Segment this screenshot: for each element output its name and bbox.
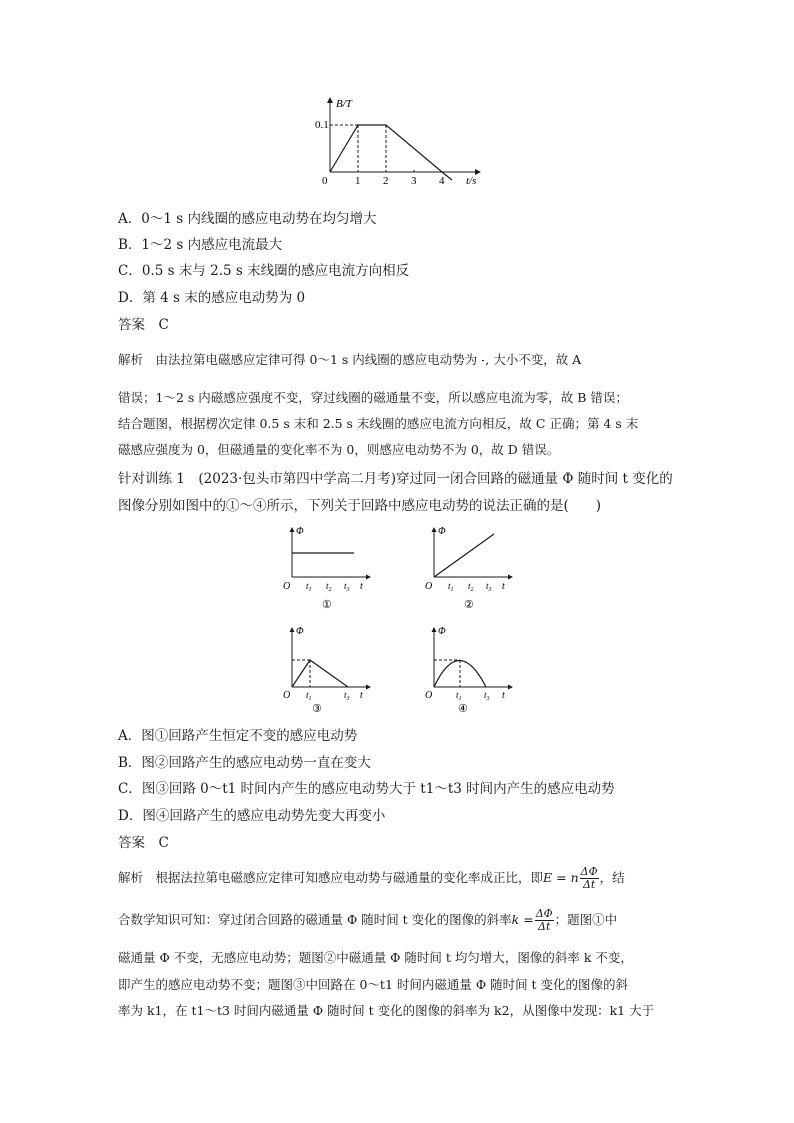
q2-option-d: D．图④回路产生的感应电动势先变大再变小 [118, 808, 386, 824]
svg-text:Φ: Φ [296, 526, 304, 537]
svg-text:t3: $t_3$ [344, 581, 350, 593]
q2-option-b: B．图②回路产生的感应电动势一直在变大 [118, 755, 371, 771]
y-tick-label: 0.1 [315, 119, 329, 131]
svg-text:t: t [360, 690, 363, 701]
q2-analysis-line-3: 磁通量 Φ 不变，无感应电动势；题图②中磁通量 Φ 随时间 t 均匀增大，图像的斜率 k 不变， [118, 950, 633, 965]
fraction-db-dt [482, 360, 484, 361]
svg-text:O: O [425, 690, 433, 701]
q2-analysis-label: 解析 [118, 870, 144, 885]
svg-text:O: O [283, 690, 291, 701]
svg-text:t: t [502, 690, 505, 701]
x-axis-label: t/s [466, 175, 477, 187]
svg-text:t2: $t_2$ [326, 581, 332, 593]
q1-option-d: D．第 4 s 末的感应电动势为 0 [118, 290, 306, 306]
q2-analysis-line-5: 率为 k1，在 t1～t3 时间内磁通量 Φ 随时间 t 变化的图像的斜率为 k2，从图像中发现：k1 大于 [118, 1003, 655, 1018]
caption-1: ① [322, 599, 332, 611]
graph-2 [425, 526, 512, 611]
q2-answer [118, 831, 169, 851]
x-tick-3: 3 [411, 175, 417, 187]
y-axis-label: B/T [336, 98, 352, 110]
caption-3: ③ [312, 703, 322, 715]
q2-analysis-line-1: 解析 根据法拉第电磁感应定律可知感应电动势与磁通量的变化率成正比，即E = n $\frac{\Delta\Phi}{\Delta t}$ ，结 [118, 865, 625, 891]
svg-text:t: t [360, 581, 363, 592]
q1-option-a: A．0～1 s 内线圈的感应电动势在均匀增大 [118, 211, 377, 227]
fraction-slope: $\frac{\Delta\Phi}{\Delta t}$ [535, 907, 553, 933]
svg-text:Φ: Φ [438, 526, 446, 537]
x-tick-1: 1 [355, 175, 361, 187]
caption-2: ② [464, 599, 474, 611]
q1-answer-label: 答案 [118, 317, 145, 333]
q2-answer-label: 答案 [118, 835, 145, 851]
q2-option-a: A．图①回路产生恒定不变的感应电动势 [118, 728, 358, 744]
svg-text:t: t [502, 581, 505, 592]
svg-text:t1: $t_1$ [306, 581, 312, 593]
q1-option-c: C．0.5 s 末与 2.5 s 末线圈的感应电流方向相反 [118, 263, 410, 279]
q1-analysis-line-1: 解析 由法拉第电磁感应定律可得 0～1 s 内线圈的感应电动势为 , 大小不变，故 A [118, 352, 582, 367]
caption-4: ④ [458, 703, 468, 715]
b-t-graph [300, 92, 490, 192]
svg-text:t1: $t_1$ [306, 690, 312, 702]
q2-option-c: C．图③回路 0～t1 时间内产生的感应电动势大于 t1～t3 时间内产生的感应电动势 [118, 781, 615, 797]
fraction-dphi-dt: $\frac{\Delta\Phi}{\Delta t}$ [580, 865, 598, 891]
q2-answer-value: C [158, 835, 169, 851]
q1-analysis-line-3: 结合题图，根据楞次定律 0.5 s 末和 2.5 s 末线圈的感应电流方向相反，故 C 正确；第 4 s 末 [118, 416, 639, 431]
svg-text:t1: $t_1$ [456, 690, 462, 702]
x-tick-0: 0 [322, 175, 328, 187]
x-tick-2: 2 [383, 175, 389, 187]
q1-answer [118, 313, 169, 333]
svg-text:t3: $t_3$ [486, 581, 492, 593]
q2-analysis-line-4: 即产生的感应电动势不变；题图③中回路在 0～t1 时间内磁通量 Φ 随时间 t 变化的图像的斜 [118, 977, 629, 992]
graph-4 [425, 626, 512, 715]
q2-stem-line-1: 针对训练 1 (2023·包头市第四中学高二月考)穿过同一闭合回路的磁通量 Φ 随时间 t 变化的 [118, 471, 673, 487]
x-tick-4: 4 [439, 175, 445, 187]
q1-analysis-label: 解析 [118, 352, 144, 367]
q1-option-b: B．1～2 s 内感应电流最大 [118, 237, 283, 253]
svg-text:O: O [283, 581, 291, 592]
svg-text:Φ: Φ [438, 626, 446, 637]
q2-analysis-line-2: 合数学知识可知：穿过闭合回路的磁通量 Φ 随时间 t 变化的图像的斜率k = $\frac{\Delta\Phi}{\Delta t}$ ；题图①中 [118, 907, 618, 933]
svg-text:t1: $t_1$ [448, 581, 454, 593]
svg-text:t3: $t_3$ [344, 690, 350, 702]
svg-text:t2: $t_2$ [468, 581, 474, 593]
q1-answer-value: C [158, 317, 169, 333]
svg-text:O: O [425, 581, 433, 592]
graph-1 [283, 526, 370, 611]
q1-analysis-line-2: 错误；1～2 s 内磁感应强度不变，穿过线圈的磁通量不变，所以感应电流为零，故 B 错误； [118, 390, 628, 405]
svg-text:t3: $t_3$ [484, 690, 490, 702]
q2-stem-line-2: 图像分别如图中的①～④所示，下列关于回路中感应电动势的说法正确的是( ) [118, 498, 602, 514]
phi-t-graphs [280, 522, 520, 717]
graph-3 [283, 626, 370, 715]
svg-text:Φ: Φ [296, 626, 304, 637]
q1-analysis-line-4: 磁感应强度为 0，但磁通量的变化率不为 0，则感应电动势不为 0，故 D 错误。 [118, 442, 560, 457]
